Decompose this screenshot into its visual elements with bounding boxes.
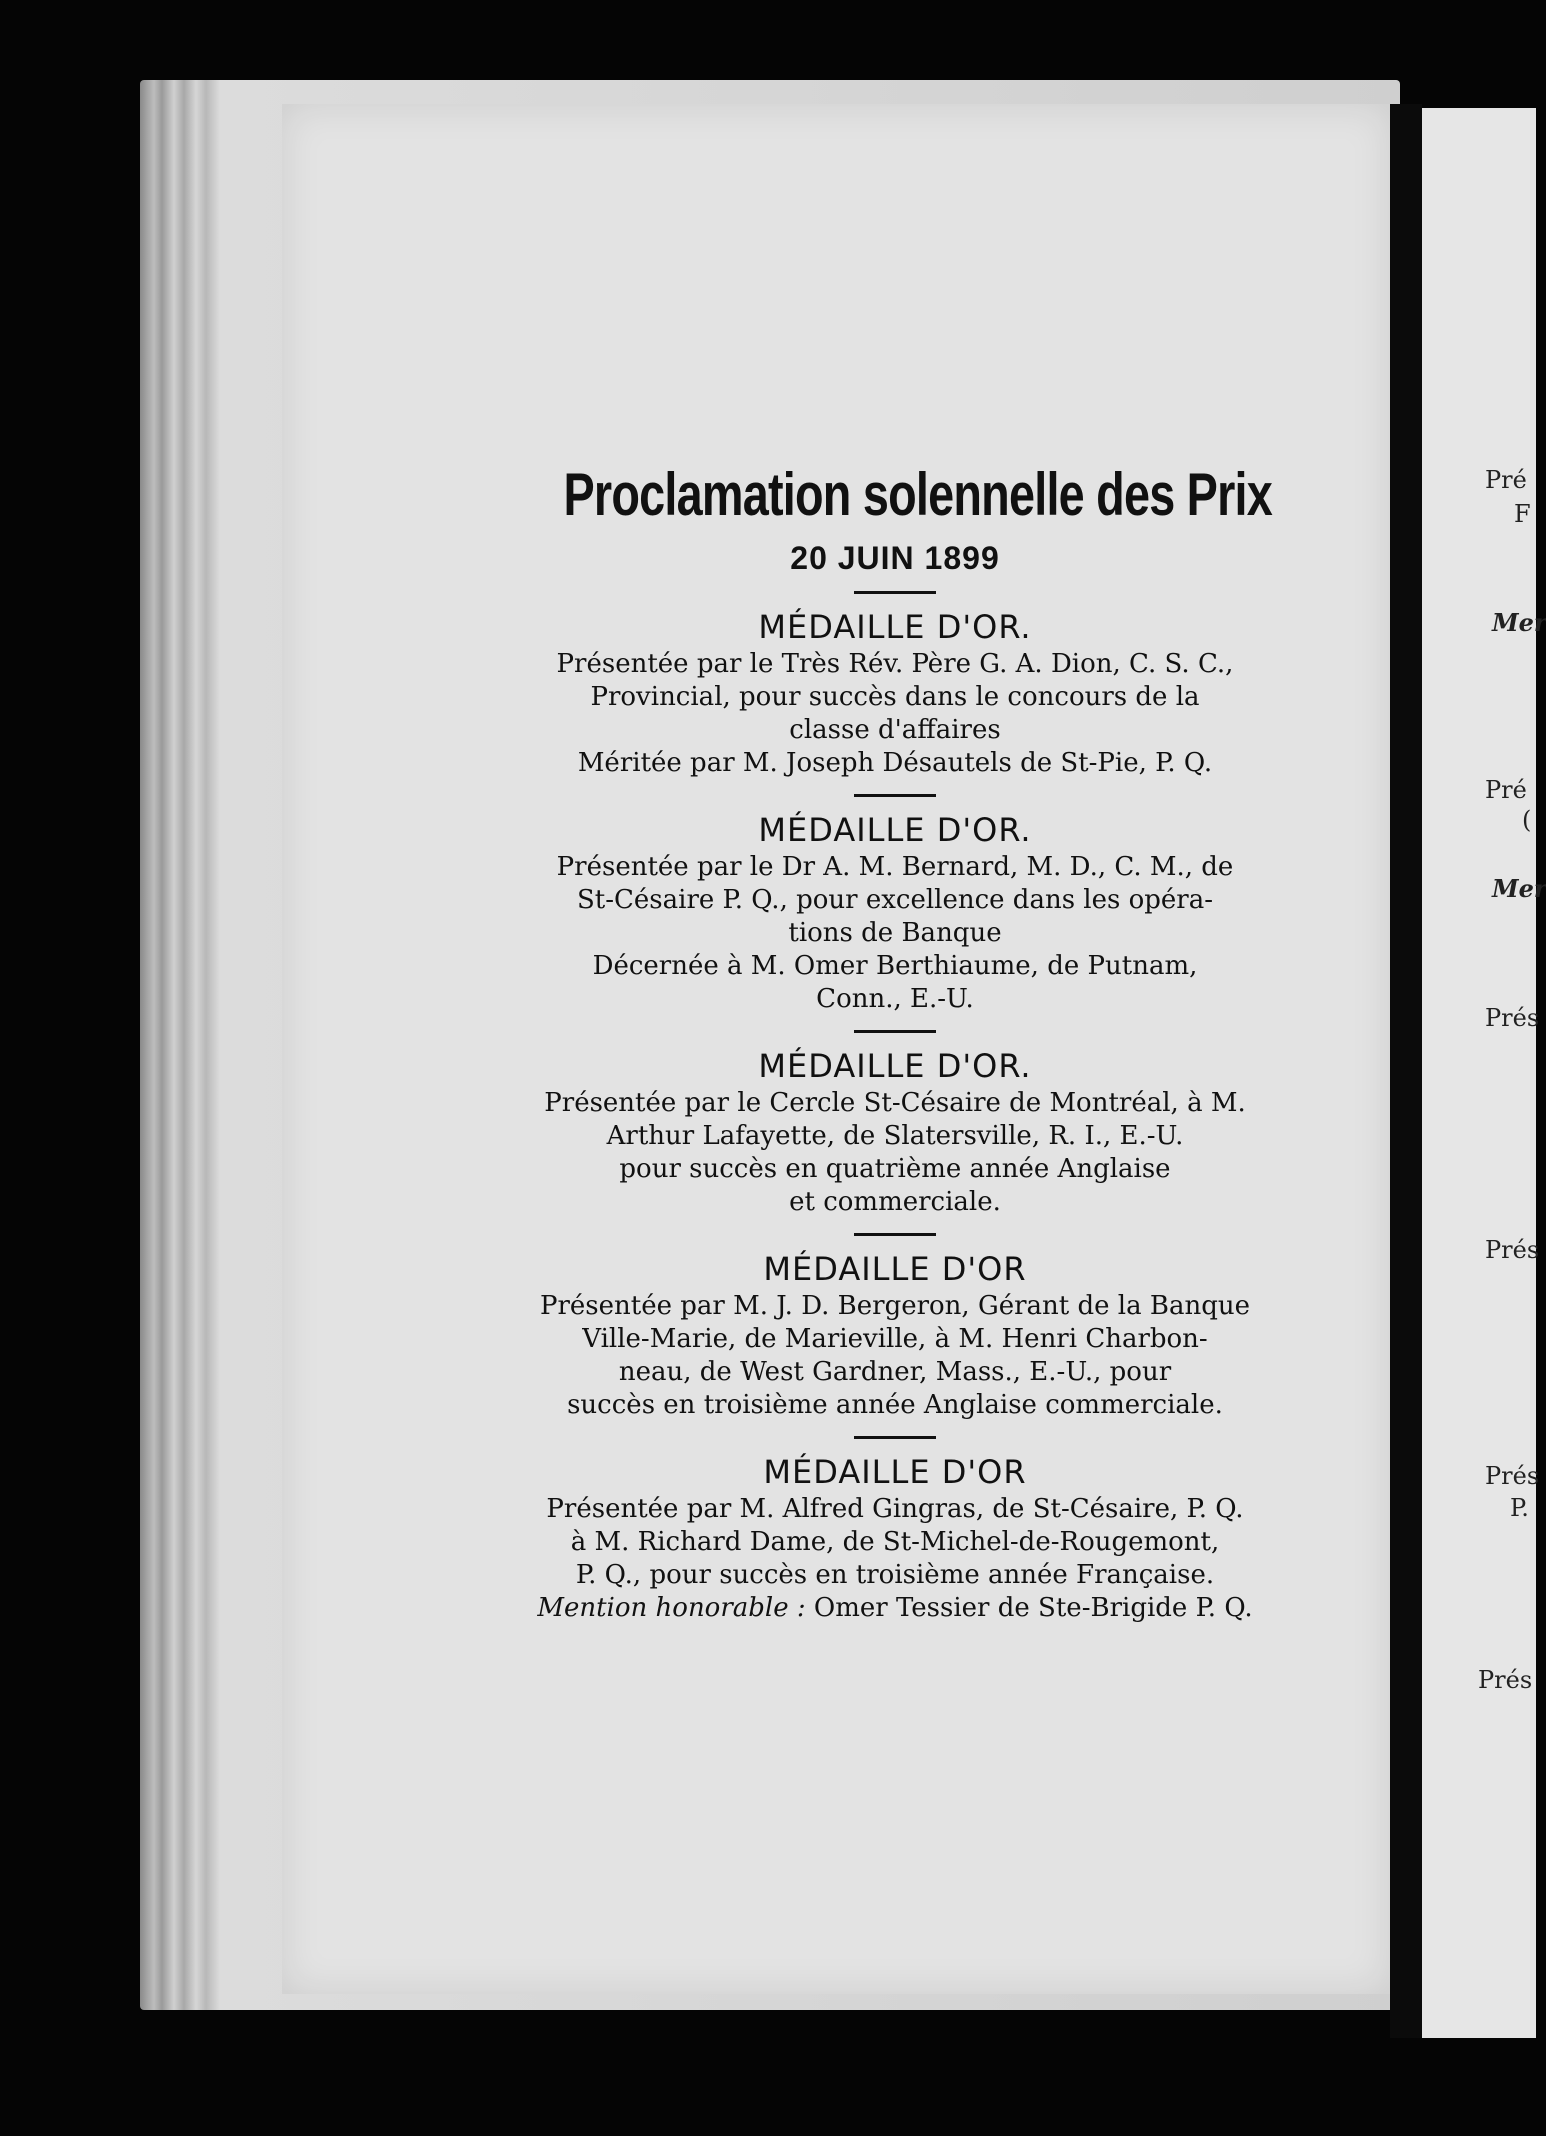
next-page-fragment: Mer	[1492, 874, 1546, 903]
next-page-fragment: Prés	[1485, 1462, 1540, 1490]
medal-heading: MÉDAILLE D'OR.	[758, 608, 1032, 646]
text-line: Décernée à M. Omer Berthiaume, de Putnam,	[592, 951, 1198, 981]
text-line: Méritée par M. Joseph Désautels de St-Pie, P. Q.	[577, 748, 1213, 778]
next-page-fragment: F	[1514, 500, 1531, 528]
medal-section	[470, 1045, 1320, 1219]
text-line: pour succès en quatrième année Anglaise	[619, 1154, 1171, 1184]
medal-section	[470, 809, 1320, 1016]
text-line: et commerciale.	[789, 1187, 1001, 1217]
text-line: P. Q., pour succès en troisième année Française.	[575, 1560, 1215, 1590]
medal-heading: MÉDAILLE D'OR.	[758, 1047, 1032, 1085]
text-line: succès en troisième année Anglaise commerciale.	[567, 1390, 1223, 1420]
next-page-fragment: (	[1522, 806, 1532, 834]
text-line: Présentée par M. Alfred Gingras, de St-Césaire, P. Q.	[546, 1494, 1244, 1524]
text-line: St-Césaire P. Q., pour excellence dans les opéra-	[576, 885, 1214, 915]
medal-heading: MÉDAILLE D'OR	[763, 1250, 1027, 1288]
text-line: tions de Banque	[788, 918, 1002, 948]
text-line: Présentée par le Très Rév. Père G. A. Dion, C. S. C.,	[556, 649, 1234, 679]
mention-label: Mention honorable :	[537, 1593, 806, 1623]
page-content	[470, 460, 1320, 1625]
next-page-fragment: Prés	[1485, 1236, 1540, 1264]
divider	[854, 794, 936, 797]
page-title: Proclamation solennelle des Prix	[563, 461, 1273, 528]
divider	[854, 1233, 936, 1236]
text-line: à M. Richard Dame, de St-Michel-de-Rougemont,	[570, 1527, 1220, 1557]
medal-heading: MÉDAILLE D'OR.	[758, 811, 1032, 849]
next-page-fragment: P.	[1510, 1494, 1529, 1522]
next-page-fragment: Prés	[1485, 1004, 1540, 1032]
next-page-fragment: Prés	[1478, 1666, 1533, 1694]
text-line: Arthur Lafayette, de Slatersville, R. I., E.-U.	[606, 1121, 1184, 1151]
text-line: Ville-Marie, de Marieville, à M. Henri Charbon-	[582, 1324, 1208, 1354]
ceremony-date: 20 JUIN 1899	[790, 540, 1000, 576]
next-page-edge	[1422, 108, 1536, 2038]
next-page-fragment: Pré	[1485, 466, 1527, 494]
text-line: classe d'affaires	[789, 715, 1001, 745]
text-line: Conn., E.-U.	[816, 984, 974, 1014]
medal-section	[470, 1248, 1320, 1422]
text-line: Provincial, pour succès dans le concours de la	[590, 682, 1200, 712]
mention-line	[470, 1592, 1320, 1625]
divider	[854, 591, 936, 594]
next-page-fragment: Mer	[1492, 608, 1546, 637]
mention-text: Omer Tessier de Ste-Brigide P. Q.	[813, 1593, 1253, 1623]
divider	[854, 1030, 936, 1033]
divider	[854, 1436, 936, 1439]
medal-section	[470, 606, 1320, 780]
text-line: Présentée par le Cercle St-Césaire de Montréal, à M.	[544, 1088, 1246, 1118]
next-page-fragment: Pré	[1485, 776, 1527, 804]
text-line: Présentée par M. J. D. Bergeron, Gérant de la Banque	[540, 1291, 1250, 1321]
medal-heading: MÉDAILLE D'OR	[763, 1453, 1027, 1491]
text-line: neau, de West Gardner, Mass., E.-U., pour	[618, 1357, 1172, 1387]
medal-section	[470, 1451, 1320, 1625]
book-gutter	[1390, 104, 1422, 2038]
text-line: Présentée par le Dr A. M. Bernard, M. D., C. M., de	[556, 852, 1234, 882]
